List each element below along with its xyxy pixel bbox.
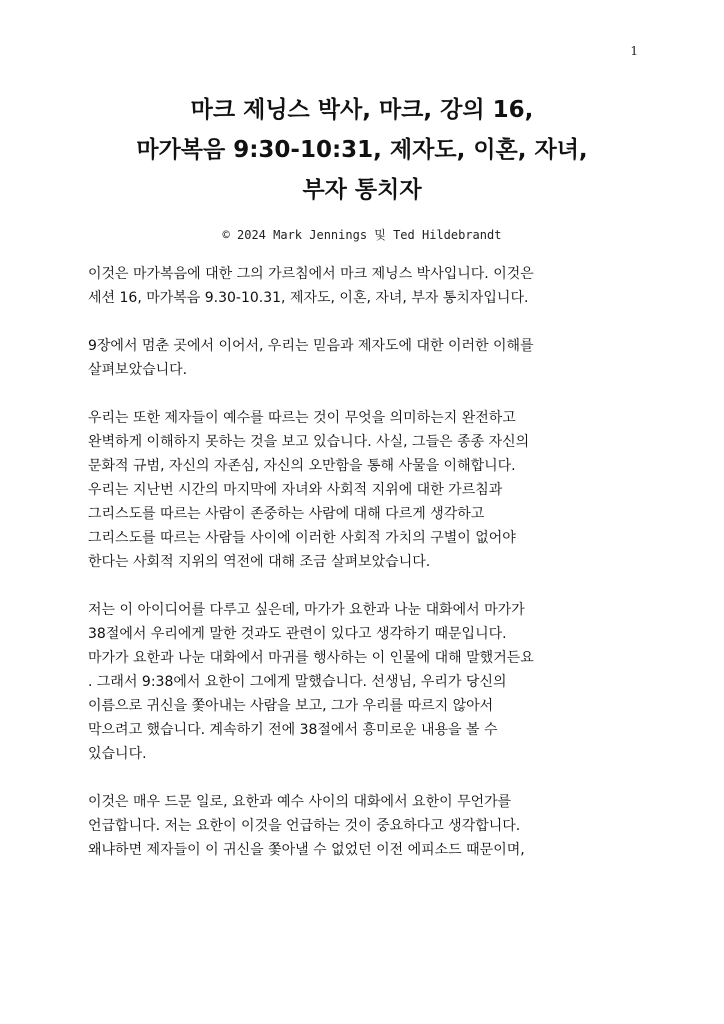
text-line: 세션 16, 마가복음 9.30-10.31, 제자도, 이혼, 자녀, 부자 통치자입니다.	[88, 290, 529, 306]
paragraph	[88, 334, 648, 382]
text-line: 언급합니다. 저는 요한이 이것을 언급하는 것이 중요하다고 생각합니다.	[88, 818, 521, 834]
title-line: 마가복음 9:30-10:31, 제자도, 이혼, 자녀,	[136, 137, 588, 163]
text-line: 우리는 지난번 시간의 마지막에 자녀와 사회적 지위에 대한 가르침과	[88, 482, 503, 498]
text-line: 우리는 또한 제자들이 예수를 따르는 것이 무엇을 의미하는지 완전하고	[88, 410, 516, 426]
text-line: 9장에서 멈춘 곳에서 이어서, 우리는 믿음과 제자도에 대한 이러한 이해를	[88, 338, 534, 354]
text-line: 그리스도를 따르는 사람이 존중하는 사람에 대해 다르게 생각하고	[88, 506, 485, 522]
text-line: 문화적 규범, 자신의 자존심, 자신의 오만함을 통해 사물을 이해합니다.	[88, 458, 516, 474]
text-line: 저는 이 아이디어를 다루고 싶은데, 마가가 요한과 나눈 대화에서 마가가	[88, 602, 525, 618]
text-line: . 그래서 9:38에서 요한이 그에게 말했습니다. 선생님, 우리가 당신의	[88, 674, 507, 690]
text-line: 이것은 마가복음에 대한 그의 가르침에서 마크 제닝스 박사입니다. 이것은	[88, 266, 534, 282]
text-line: 있습니다.	[88, 746, 147, 762]
paragraph	[88, 598, 648, 766]
text-line: 마가가 요한과 나눈 대화에서 마귀를 행사하는 이 인물에 대해 말했거든요	[88, 650, 534, 666]
text-line: 살펴보았습니다.	[88, 362, 188, 378]
title-line: 부자 통치자	[302, 177, 422, 203]
text-line: 이름으로 귀신을 쫓아내는 사람을 보고, 그가 우리를 따르지 않아서	[88, 698, 494, 714]
text-line: 그리스도를 따르는 사람들 사이에 이러한 사회적 가치의 구별이 없어야	[88, 530, 516, 546]
text-line: 한다는 사회적 지위의 역전에 대해 조금 살펴보았습니다.	[88, 554, 431, 570]
paragraph	[88, 262, 648, 310]
page-number: 1	[630, 44, 638, 58]
text-line: 막으려고 했습니다. 계속하기 전에 38절에서 흥미로운 내용을 볼 수	[88, 722, 498, 738]
title-line: 마크 제닝스 박사, 마크, 강의 16,	[190, 97, 534, 123]
paragraph	[88, 406, 648, 574]
text-line: 38절에서 우리에게 말한 것과도 관련이 있다고 생각하기 때문입니다.	[88, 626, 507, 642]
page-title	[0, 90, 724, 210]
text-line: 왜냐하면 제자들이 이 귀신을 쫓아낼 수 없었던 이전 에피소드 때문이며,	[88, 842, 525, 858]
text-line: 이것은 매우 드문 일로, 요한과 예수 사이의 대화에서 요한이 무언가를	[88, 794, 512, 810]
copyright-line: © 2024 Mark Jennings 및 Ted Hildebrandt	[222, 228, 502, 242]
transcript-body	[88, 262, 648, 886]
paragraph	[88, 790, 648, 862]
text-line: 완벽하게 이해하지 못하는 것을 보고 있습니다. 사실, 그들은 종종 자신의	[88, 434, 530, 450]
